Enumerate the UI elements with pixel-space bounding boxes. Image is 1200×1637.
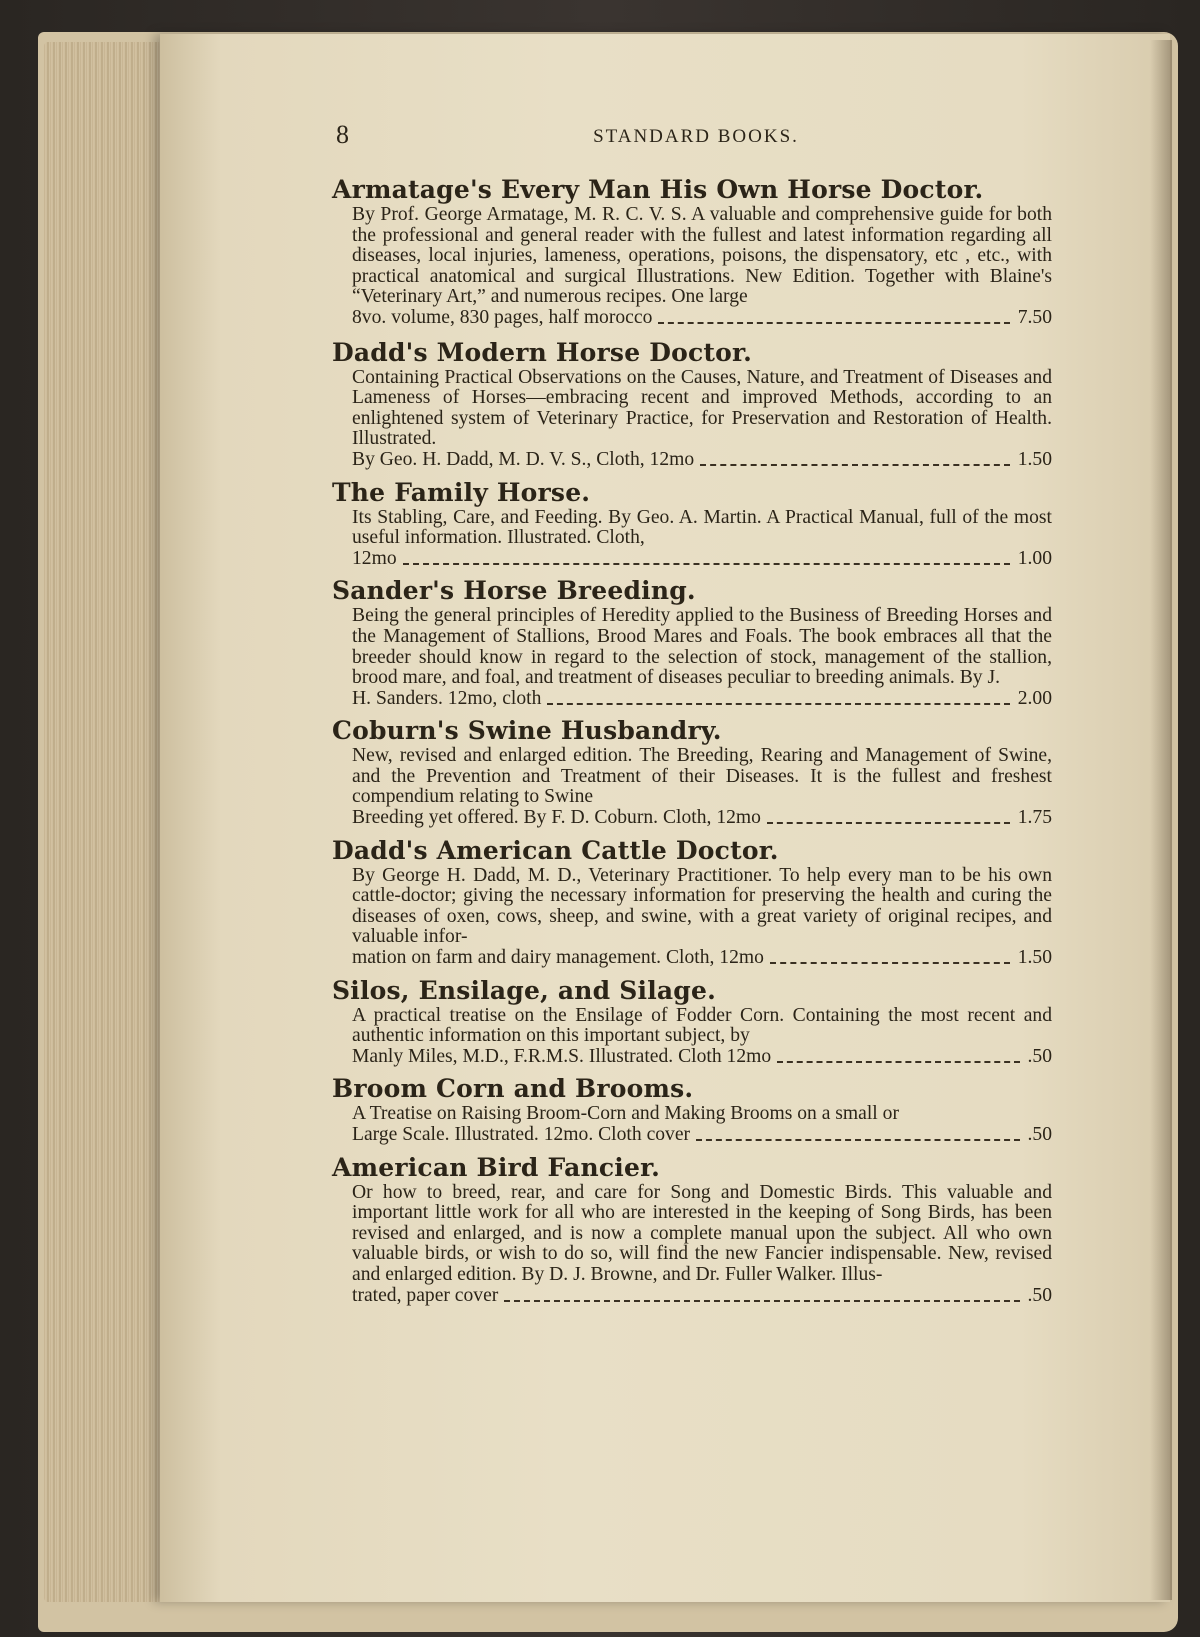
book-title: Silos, Ensilage, and Silage. [332, 975, 716, 1005]
binding-text: Manly Miles, M.D., F.R.M.S. Illustrated. Cloth 12mo [352, 1045, 772, 1067]
price-line [352, 689, 1052, 710]
book-entry [330, 1154, 1060, 1307]
book-entry [330, 479, 1060, 570]
book-title: Broom Corn and Brooms. [332, 1074, 694, 1104]
book-title: Coburn's Swine Husbandry. [332, 716, 722, 746]
book-description [352, 866, 1052, 969]
book-title: Dadd's Modern Horse Doctor. [332, 337, 752, 367]
book-entry [330, 1075, 1060, 1145]
price: .50 [1027, 1045, 1052, 1067]
dot-leader [767, 822, 1010, 824]
book-description [352, 1183, 1052, 1307]
dot-leader [403, 563, 1010, 565]
dot-leader [700, 464, 1010, 466]
description-text: A Treatise on Raising Broom-Corn and Making Brooms on a small or [352, 1103, 899, 1125]
price: 7.50 [1017, 306, 1052, 328]
book-description [352, 746, 1052, 828]
description-text: Being the general principles of Heredity applied to the Business of Breeding Horses and the Management of Stallions, Brood Mares and Foals. The book embraces all that the breeder should know in regard to the selection of stock, management of the stallion, brood mare, and foal, and treatment of diseases peculiar to breeding animals. By J. [352, 605, 1052, 689]
price: 1.75 [1017, 807, 1052, 829]
price: 1.00 [1017, 547, 1052, 569]
book-description [352, 1006, 1052, 1068]
description-text: Or how to breed, rear, and care for Song and Domestic Birds. This valuable and important little work for all who are interested in the keeping of Song Birds, has been revised and enlarged, and is now a complete manual upon the subject. All who own valuable birds, or wish to do so, will find the new Fancier indispensable. New, revised and enlarged edition. By D. J. Browne, and Dr. Fuller Walker. Illus- [352, 1181, 1052, 1285]
binding-text: trated, paper cover [352, 1284, 499, 1306]
price-line [352, 808, 1052, 829]
description-text: Its Stabling, Care, and Feeding. By Geo. A. Martin. A Practical Manual, full of the most useful information. Illustrated. Cloth, [352, 506, 1052, 549]
price: 1.50 [1017, 448, 1052, 470]
book-title: The Family Horse. [332, 477, 591, 507]
book-title: American Bird Fancier. [332, 1152, 661, 1182]
page-edges [44, 42, 174, 1602]
binding-text: H. Sanders. 12mo, cloth [352, 687, 542, 709]
book-entry [330, 577, 1060, 709]
binding-text: 8vo. volume, 830 pages, half morocco [352, 306, 653, 328]
price-line [352, 1286, 1052, 1307]
binding-text: Breeding yet offered. By F. D. Coburn. Cloth, 12mo [352, 807, 761, 829]
price-line [352, 549, 1052, 570]
book-entry [330, 339, 1060, 471]
description-text: New, revised and enlarged edition. The Breeding, Rearing and Management of Swine, and the Prevention and Treatment of their Diseases. It is the fullest and freshest compendium relating to Swine [352, 745, 1052, 808]
price-line [352, 1047, 1052, 1068]
dot-leader [658, 322, 1009, 324]
price-line [352, 450, 1052, 471]
book-entry [330, 837, 1060, 969]
price-line [352, 308, 1052, 329]
description-text: By Prof. George Armatage, M. R. C. V. S. A valuable and comprehensive guide for both the professional and general reader with the fullest and latest information regarding all diseases, local injuries, lameness, operations, poisons, the dispensatory, etc , etc., with practical anatomical and surgical Illustrations. New Edition. Together with Blaine's “Veterinary Art,” and numerous recipes. One large [352, 204, 1052, 308]
binding-text: 12mo [352, 547, 397, 569]
description-text: Containing Practical Observations on the Causes, Nature, and Treatment of Diseases and Lameness of Horses—embracing recent and improved Methods, according to an enlightened system of Veterinary Practice, for Preservation and Restoration of Health. Illustrated. [352, 366, 1052, 450]
description-text: By George H. Dadd, M. D., Veterinary Practitioner. To help every man to be his own cattle-doctor; giving the necessary information for preserving the health and curing the diseases of oxen, cows, sheep, and swine, with a great variety of original recipes, and valuable infor- [352, 864, 1052, 948]
dot-leader [696, 1139, 1019, 1141]
book-entry [330, 717, 1060, 828]
price: .50 [1027, 1124, 1052, 1145]
book-title: Armatage's Every Man His Own Horse Doctor. [332, 175, 984, 204]
book-entry [330, 977, 1060, 1068]
book-list [330, 176, 1060, 1306]
price-line [352, 948, 1052, 969]
book-description [352, 508, 1052, 570]
binding-text: Large Scale. Illustrated. 12mo. Cloth cover [352, 1124, 691, 1145]
page-number: 8 [336, 120, 349, 149]
book-entry [330, 176, 1060, 329]
dot-leader [547, 703, 1009, 705]
book-title: Dadd's American Cattle Doctor. [332, 835, 779, 865]
book-description [352, 1104, 1052, 1145]
binding-text: By Geo. H. Dadd, M. D. V. S., Cloth, 12mo [352, 448, 695, 470]
book-description [352, 368, 1052, 471]
price: 1.50 [1017, 947, 1052, 969]
price: 2.00 [1017, 687, 1052, 709]
running-head: STANDARD BOOKS. [593, 126, 799, 147]
book-title: Sander's Horse Breeding. [332, 576, 696, 606]
book-description [352, 205, 1052, 329]
binding-text: mation on farm and dairy management. Cloth, 12mo [352, 947, 764, 969]
price-line [352, 1125, 1052, 1146]
book-description [352, 606, 1052, 709]
dot-leader [770, 962, 1010, 964]
price: .50 [1027, 1284, 1052, 1306]
dot-leader [504, 1300, 1019, 1302]
description-text: A practical treatise on the Ensilage of Fodder Corn. Containing the most recent and authentic information on this important subject, by [352, 1004, 1052, 1047]
page-header [336, 120, 1056, 156]
gutter-shadow [1150, 40, 1172, 1600]
dot-leader [777, 1061, 1019, 1063]
